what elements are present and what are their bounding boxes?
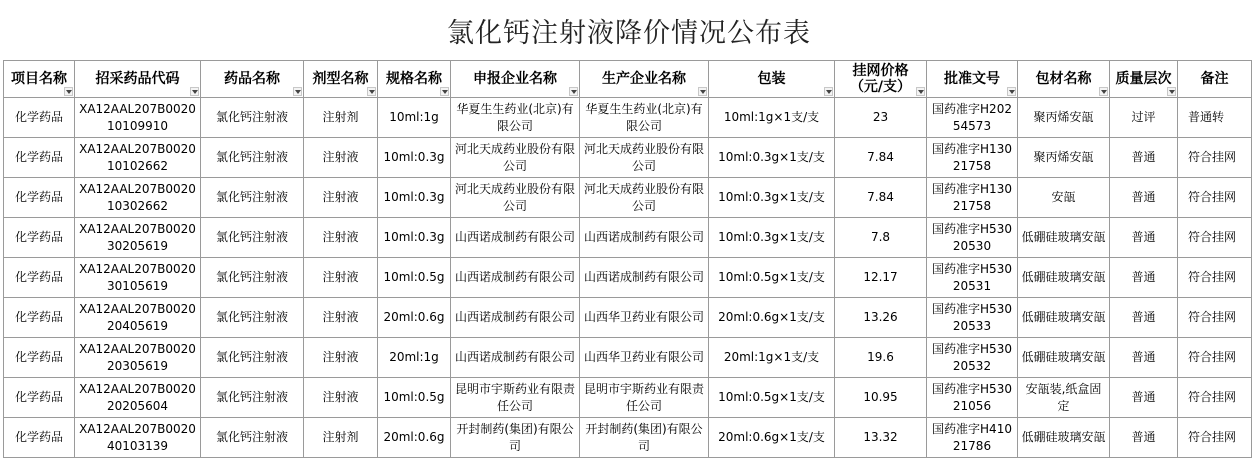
cell-approval[interactable]: 国药准字H53020530 (927, 218, 1018, 258)
cell-spec[interactable]: 10ml:0.3g (378, 178, 451, 218)
cell-code[interactable]: XA12AAL207B002020405619 (75, 298, 201, 338)
filter-dropdown-icon[interactable] (1167, 87, 1176, 96)
column-header-label: 挂网价格（元/支） (849, 63, 912, 95)
cell-pack[interactable]: 10ml:1g×1支/支 (709, 98, 835, 138)
cell-quality[interactable]: 普通 (1110, 418, 1178, 458)
cell-quality[interactable]: 普通 (1110, 178, 1178, 218)
cell-price[interactable]: 23 (835, 98, 927, 138)
cell-material[interactable]: 安瓿装,纸盒固定 (1018, 378, 1110, 418)
cell-maker[interactable]: 山西华卫药业有限公司 (580, 298, 709, 338)
column-header-label: 备注 (1200, 70, 1229, 87)
table-row (4, 338, 1252, 378)
cell-spec[interactable]: 20ml:0.6g (378, 418, 451, 458)
filter-dropdown-icon[interactable] (293, 87, 302, 96)
cell-drug[interactable]: 氯化钙注射液 (201, 258, 304, 298)
column-header-approval[interactable] (927, 61, 1018, 98)
cell-maker[interactable]: 河北天成药业股份有限公司 (580, 178, 709, 218)
cell-maker[interactable]: 昆明市宇斯药业有限责任公司 (580, 378, 709, 418)
cell-approval[interactable]: 国药准字H13021758 (927, 138, 1018, 178)
cell-maker[interactable]: 山西诺成制药有限公司 (580, 258, 709, 298)
cell-material[interactable]: 聚丙烯安瓿 (1018, 138, 1110, 178)
column-header-maker[interactable] (580, 61, 709, 98)
cell-maker[interactable]: 山西华卫药业有限公司 (580, 338, 709, 378)
cell-applicant[interactable]: 山西诺成制药有限公司 (451, 218, 580, 258)
column-header-label: 规格名称 (386, 70, 442, 87)
cell-drug[interactable]: 氯化钙注射液 (201, 138, 304, 178)
cell-spec[interactable]: 10ml:0.3g (378, 138, 451, 178)
cell-price[interactable]: 7.84 (835, 178, 927, 218)
cell-form[interactable]: 注射液 (304, 138, 378, 178)
cell-price[interactable]: 13.32 (835, 418, 927, 458)
sheet-title: 氯化钙注射液降价情况公布表 (447, 17, 811, 49)
cell-price[interactable]: 12.17 (835, 258, 927, 298)
cell-category[interactable]: 化学药品 (4, 138, 75, 178)
cell-category[interactable]: 化学药品 (4, 178, 75, 218)
table-row (4, 378, 1252, 418)
cell-approval[interactable]: 国药准字H53021056 (927, 378, 1018, 418)
cell-form[interactable]: 注射液 (304, 338, 378, 378)
cell-category[interactable]: 化学药品 (4, 218, 75, 258)
column-header-label: 包装 (757, 70, 786, 87)
cell-category[interactable]: 化学药品 (4, 378, 75, 418)
column-header-drug[interactable] (201, 61, 304, 98)
cell-approval[interactable]: 国药准字H41021786 (927, 418, 1018, 458)
cell-quality[interactable]: 普通 (1110, 378, 1178, 418)
cell-code[interactable]: XA12AAL207B002040103139 (75, 418, 201, 458)
column-header-label: 包材名称 (1035, 70, 1092, 87)
cell-applicant[interactable]: 山西诺成制药有限公司 (451, 258, 580, 298)
cell-code[interactable]: XA12AAL207B002010302662 (75, 178, 201, 218)
column-header-label: 质量层次 (1115, 70, 1172, 87)
cell-drug[interactable]: 氯化钙注射液 (201, 418, 304, 458)
cell-drug[interactable]: 氯化钙注射液 (201, 378, 304, 418)
cell-form[interactable]: 注射剂 (304, 418, 378, 458)
cell-material[interactable]: 低硼硅玻璃安瓿 (1018, 218, 1110, 258)
cell-applicant[interactable]: 昆明市宇斯药业有限责任公司 (451, 378, 580, 418)
cell-quality[interactable]: 普通 (1110, 298, 1178, 338)
column-header-label: 申报企业名称 (473, 70, 557, 87)
cell-drug[interactable]: 氯化钙注射液 (201, 338, 304, 378)
cell-note[interactable]: 符合挂网 (1178, 218, 1252, 258)
column-header-note[interactable] (1178, 61, 1252, 98)
cell-drug[interactable]: 氯化钙注射液 (201, 218, 304, 258)
cell-note[interactable]: 符合挂网 (1178, 138, 1252, 178)
header-row (4, 61, 1252, 98)
cell-category[interactable]: 化学药品 (4, 338, 75, 378)
cell-applicant[interactable]: 华夏生生药业(北京)有限公司 (451, 98, 580, 138)
cell-code[interactable]: XA12AAL207B002030105619 (75, 258, 201, 298)
cell-applicant[interactable]: 开封制药(集团)有限公司 (451, 418, 580, 458)
filter-dropdown-icon[interactable] (1099, 87, 1108, 96)
cell-note[interactable]: 符合挂网 (1178, 378, 1252, 418)
table-row (4, 418, 1252, 458)
table-row (4, 178, 1252, 218)
price-table (3, 60, 1252, 458)
cell-form[interactable]: 注射液 (304, 178, 378, 218)
cell-maker[interactable]: 开封制药(集团)有限公司 (580, 418, 709, 458)
cell-approval[interactable]: 国药准字H13021758 (927, 178, 1018, 218)
cell-approval[interactable]: 国药准字H53020533 (927, 298, 1018, 338)
column-header-label: 生产企业名称 (602, 70, 686, 87)
filter-dropdown-icon[interactable] (1007, 87, 1016, 96)
cell-pack[interactable]: 10ml:0.3g×1支/支 (709, 218, 835, 258)
filter-dropdown-icon[interactable] (367, 87, 376, 96)
column-header-pack[interactable] (709, 61, 835, 98)
cell-category[interactable]: 化学药品 (4, 298, 75, 338)
cell-note[interactable]: 符合挂网 (1178, 418, 1252, 458)
column-header-quality[interactable] (1110, 61, 1178, 98)
column-header-label: 剂型名称 (312, 70, 369, 87)
cell-form[interactable]: 注射液 (304, 298, 378, 338)
cell-code[interactable]: XA12AAL207B002020205604 (75, 378, 201, 418)
table-row (4, 98, 1252, 138)
column-header-label: 招采药品代码 (95, 70, 180, 87)
cell-quality[interactable]: 过评 (1110, 98, 1178, 138)
cell-spec[interactable]: 10ml:0.5g (378, 378, 451, 418)
cell-spec[interactable]: 20ml:1g (378, 338, 451, 378)
cell-price[interactable]: 7.8 (835, 218, 927, 258)
cell-applicant[interactable]: 河北天成药业股份有限公司 (451, 178, 580, 218)
cell-note[interactable]: 符合挂网 (1178, 298, 1252, 338)
cell-pack[interactable]: 10ml:0.5g×1支/支 (709, 378, 835, 418)
filter-dropdown-icon[interactable] (569, 87, 578, 96)
cell-pack[interactable]: 20ml:0.6g×1支/支 (709, 298, 835, 338)
table-row (4, 218, 1252, 258)
cell-drug[interactable]: 氯化钙注射液 (201, 98, 304, 138)
cell-pack[interactable]: 10ml:0.3g×1支/支 (709, 138, 835, 178)
cell-material[interactable]: 安瓿 (1018, 178, 1110, 218)
cell-price[interactable]: 13.26 (835, 298, 927, 338)
cell-form[interactable]: 注射液 (304, 218, 378, 258)
cell-category[interactable]: 化学药品 (4, 98, 75, 138)
cell-pack[interactable]: 10ml:0.5g×1支/支 (709, 258, 835, 298)
cell-category[interactable]: 化学药品 (4, 258, 75, 298)
cell-drug[interactable]: 氯化钙注射液 (201, 298, 304, 338)
cell-form[interactable]: 注射剂 (304, 98, 378, 138)
cell-quality[interactable]: 普通 (1110, 258, 1178, 298)
cell-approval[interactable]: 国药准字H20254573 (927, 98, 1018, 138)
cell-approval[interactable]: 国药准字H53020531 (927, 258, 1018, 298)
cell-pack[interactable]: 20ml:1g×1支/支 (709, 338, 835, 378)
cell-code[interactable]: XA12AAL207B002010102662 (75, 138, 201, 178)
cell-form[interactable]: 注射液 (304, 258, 378, 298)
table-row (4, 298, 1252, 338)
cell-material[interactable]: 低硼硅玻璃安瓿 (1018, 258, 1110, 298)
column-header-label: 批准文号 (944, 70, 1000, 87)
filter-dropdown-icon[interactable] (190, 87, 199, 96)
cell-note[interactable]: 普通转 (1178, 98, 1252, 138)
cell-code[interactable]: XA12AAL207B002020305619 (75, 338, 201, 378)
column-header-form[interactable] (304, 61, 378, 98)
cell-spec[interactable]: 10ml:1g (378, 98, 451, 138)
cell-pack[interactable]: 10ml:0.3g×1支/支 (709, 178, 835, 218)
filter-dropdown-icon[interactable] (440, 87, 449, 96)
column-header-category[interactable] (4, 61, 75, 98)
cell-applicant[interactable]: 山西诺成制药有限公司 (451, 338, 580, 378)
cell-drug[interactable]: 氯化钙注射液 (201, 178, 304, 218)
cell-spec[interactable]: 20ml:0.6g (378, 298, 451, 338)
column-header-spec[interactable] (378, 61, 451, 98)
cell-note[interactable]: 符合挂网 (1178, 258, 1252, 298)
column-header-label: 药品名称 (224, 70, 280, 87)
cell-quality[interactable]: 普通 (1110, 138, 1178, 178)
cell-applicant[interactable]: 山西诺成制药有限公司 (451, 298, 580, 338)
cell-form[interactable]: 注射液 (304, 378, 378, 418)
column-header-price[interactable] (835, 61, 927, 98)
cell-price[interactable]: 19.6 (835, 338, 927, 378)
cell-price[interactable]: 7.84 (835, 138, 927, 178)
column-header-material[interactable] (1018, 61, 1110, 98)
cell-quality[interactable]: 普通 (1110, 338, 1178, 378)
cell-note[interactable]: 符合挂网 (1178, 338, 1252, 378)
cell-applicant[interactable]: 河北天成药业股份有限公司 (451, 138, 580, 178)
cell-code[interactable]: XA12AAL207B002030205619 (75, 218, 201, 258)
cell-approval[interactable]: 国药准字H53020532 (927, 338, 1018, 378)
table-row (4, 258, 1252, 298)
cell-note[interactable]: 符合挂网 (1178, 178, 1252, 218)
cell-spec[interactable]: 10ml:0.3g (378, 218, 451, 258)
cell-material[interactable]: 低硼硅玻璃安瓿 (1018, 418, 1110, 458)
cell-material[interactable]: 低硼硅玻璃安瓿 (1018, 338, 1110, 378)
cell-quality[interactable]: 普通 (1110, 218, 1178, 258)
filter-dropdown-icon[interactable] (64, 87, 73, 96)
column-header-label: 项目名称 (11, 70, 67, 87)
column-header-applicant[interactable] (451, 61, 580, 98)
cell-maker[interactable]: 华夏生生药业(北京)有限公司 (580, 98, 709, 138)
cell-pack[interactable]: 20ml:0.6g×1支/支 (709, 418, 835, 458)
cell-spec[interactable]: 10ml:0.5g (378, 258, 451, 298)
filter-dropdown-icon[interactable] (916, 87, 925, 96)
cell-maker[interactable]: 河北天成药业股份有限公司 (580, 138, 709, 178)
filter-dropdown-icon[interactable] (698, 87, 707, 96)
cell-material[interactable]: 低硼硅玻璃安瓿 (1018, 298, 1110, 338)
cell-maker[interactable]: 山西诺成制药有限公司 (580, 218, 709, 258)
filter-dropdown-icon[interactable] (824, 87, 833, 96)
cell-code[interactable]: XA12AAL207B002010109910 (75, 98, 201, 138)
column-header-code[interactable] (75, 61, 201, 98)
cell-category[interactable]: 化学药品 (4, 418, 75, 458)
cell-price[interactable]: 10.95 (835, 378, 927, 418)
cell-material[interactable]: 聚丙烯安瓿 (1018, 98, 1110, 138)
table-row (4, 138, 1252, 178)
